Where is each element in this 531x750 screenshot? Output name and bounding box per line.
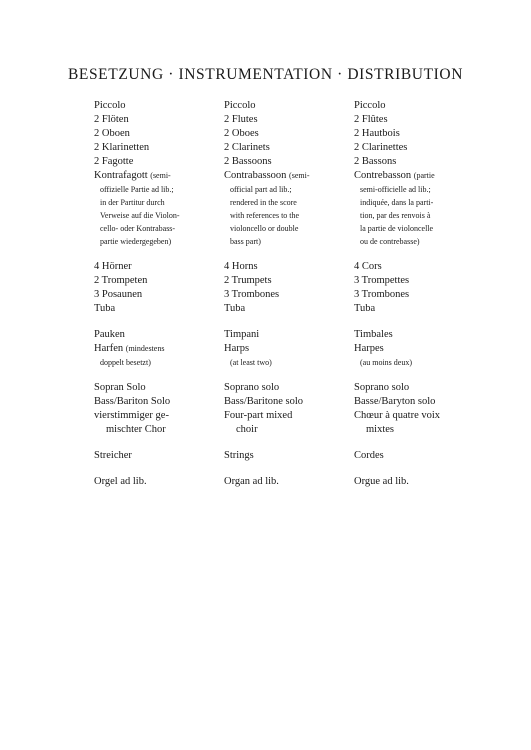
contrabassoon-note-line: cello- oder Kontrabass-	[100, 224, 176, 233]
section-gap	[224, 248, 352, 260]
instrument-trumpets: 2 Trumpets	[224, 275, 272, 286]
voice-choir: vierstimmiger ge-	[94, 410, 169, 421]
instrument-contrabassoon	[354, 169, 482, 183]
contrabassoon-note-line: official part ad lib.;	[230, 185, 292, 194]
contrabassoon-note-line: in der Partitur durch	[100, 198, 165, 207]
voice-soprano-solo: Soprano solo	[224, 382, 280, 393]
voice-choir-continued: choir	[236, 424, 258, 435]
instrument-piccolo: Piccolo	[94, 100, 126, 111]
instrument-organ: Orgue ad lib.	[354, 476, 409, 487]
instrument-harps	[354, 342, 482, 356]
french-column	[354, 99, 482, 489]
instrument-trumpets: 3 Trompettes	[354, 275, 410, 286]
contrabassoon-note-start: (semi-	[150, 171, 171, 180]
voice-bass-solo: Bass/Bariton Solo	[94, 396, 171, 407]
instrument-clarinets: 2 Clarinettes	[354, 142, 408, 153]
instrument-organ: Orgel ad lib.	[94, 476, 147, 487]
instrument-piccolo: Piccolo	[354, 100, 386, 111]
contrabassoon-note-line: bass part)	[230, 237, 261, 246]
section-gap	[94, 437, 222, 449]
instrument-oboes: 2 Hautbois	[354, 128, 400, 139]
instrument-tuba: Tuba	[354, 303, 376, 314]
instrument-flutes: 2 Flûtes	[354, 114, 388, 125]
contrabassoon-note-line: partie wiedergegeben)	[100, 237, 172, 246]
contrabassoon-note-line: violoncello or double	[230, 224, 299, 233]
section-gap	[94, 316, 222, 328]
voice-choir: Four-part mixed	[224, 410, 293, 421]
instrument-contrabassoon	[224, 169, 352, 183]
contrabassoon-note-line: tion, par des renvois à	[360, 211, 431, 220]
harps-note-line: (au moins deux)	[360, 358, 412, 367]
contrabassoon-note-line: indiquée, dans la parti-	[360, 198, 434, 207]
instrument-timpani: Pauken	[94, 329, 125, 340]
harps-name: Harfen	[94, 343, 124, 354]
section-gap	[354, 248, 482, 260]
instrument-horns: 4 Cors	[354, 261, 382, 272]
contrabassoon-name: Contrabassoon	[224, 170, 287, 181]
section-gap	[224, 437, 352, 449]
section-gap	[354, 437, 482, 449]
instrument-tuba: Tuba	[94, 303, 116, 314]
instrument-bassoons: 2 Bassoons	[224, 156, 272, 167]
instrument-piccolo: Piccolo	[224, 100, 256, 111]
section-gap	[354, 463, 482, 475]
contrabassoon-note-line: Verweise auf die Violon-	[100, 211, 180, 220]
instrument-timpani: Timpani	[224, 329, 260, 340]
instrument-contrabassoon	[94, 169, 222, 183]
contrabassoon-note-line: la partie de violoncelle	[360, 224, 434, 233]
harps-note-line: doppelt besetzt)	[100, 358, 151, 367]
instrument-flutes: 2 Flöten	[94, 114, 129, 125]
contrabassoon-note-line: ou de contrebasse)	[360, 237, 420, 246]
contrabassoon-note-line: rendered in the score	[230, 198, 297, 207]
harps-note-line: (at least two)	[230, 358, 272, 367]
instrument-harps	[94, 342, 222, 356]
instrument-horns: 4 Horns	[224, 261, 258, 272]
instrument-trombones: 3 Trombones	[354, 289, 410, 300]
instrument-oboes: 2 Oboen	[94, 128, 130, 139]
instrument-strings: Strings	[224, 450, 254, 461]
page-title: BESETZUNG · INSTRUMENTATION · DISTRIBUTION	[67, 66, 464, 83]
contrabassoon-note-start: (partie	[413, 171, 435, 180]
instrument-oboes: 2 Oboes	[224, 128, 259, 139]
instrument-clarinets: 2 Clarinets	[224, 142, 270, 153]
voice-choir: Chœur à quatre voix	[354, 410, 441, 421]
voice-bass-solo: Basse/Baryton solo	[354, 396, 436, 407]
contrabassoon-name: Kontrafagott	[94, 170, 148, 181]
instrument-horns: 4 Hörner	[94, 261, 132, 272]
section-gap	[224, 369, 352, 381]
instrument-strings: Streicher	[94, 450, 132, 461]
section-gap	[354, 369, 482, 381]
contrabassoon-note-line: with references to the	[230, 211, 300, 220]
instrument-clarinets: 2 Klarinetten	[94, 142, 150, 153]
section-gap	[224, 463, 352, 475]
voice-bass-solo: Bass/Baritone solo	[224, 396, 304, 407]
instrument-trumpets: 2 Trompeten	[94, 275, 148, 286]
section-gap	[354, 316, 482, 328]
voice-soprano-solo: Sopran Solo	[94, 382, 146, 393]
instrument-organ: Organ ad lib.	[224, 476, 279, 487]
instrument-timpani: Timbales	[354, 329, 393, 340]
instrument-bassoons: 2 Bassons	[354, 156, 397, 167]
instrument-trombones: 3 Trombones	[224, 289, 280, 300]
contrabassoon-note-line: semi-officielle ad lib.;	[360, 185, 431, 194]
instrument-trombones: 3 Posaunen	[94, 289, 143, 300]
section-gap	[94, 463, 222, 475]
instrument-strings: Cordes	[354, 450, 384, 461]
contrabassoon-note-start: (semi-	[289, 171, 310, 180]
instrument-harps	[224, 342, 352, 356]
section-gap	[94, 248, 222, 260]
contrabassoon-name: Contrebasson	[354, 170, 412, 181]
instrument-bassoons: 2 Fagotte	[94, 156, 134, 167]
english-column	[224, 99, 352, 489]
section-gap	[224, 316, 352, 328]
harps-name: Harpes	[354, 343, 384, 354]
contrabassoon-note-line: offizielle Partie ad lib.;	[100, 185, 174, 194]
voice-soprano-solo: Soprano solo	[354, 382, 410, 393]
harps-note-inline: (mindestens	[125, 344, 165, 353]
section-gap	[94, 369, 222, 381]
voice-choir-continued: mixtes	[366, 424, 394, 435]
voice-choir-continued: mischter Chor	[106, 424, 166, 435]
harps-name: Harps	[224, 343, 250, 354]
instrument-tuba: Tuba	[224, 303, 246, 314]
instrument-flutes: 2 Flutes	[224, 114, 258, 125]
german-column	[94, 99, 222, 489]
